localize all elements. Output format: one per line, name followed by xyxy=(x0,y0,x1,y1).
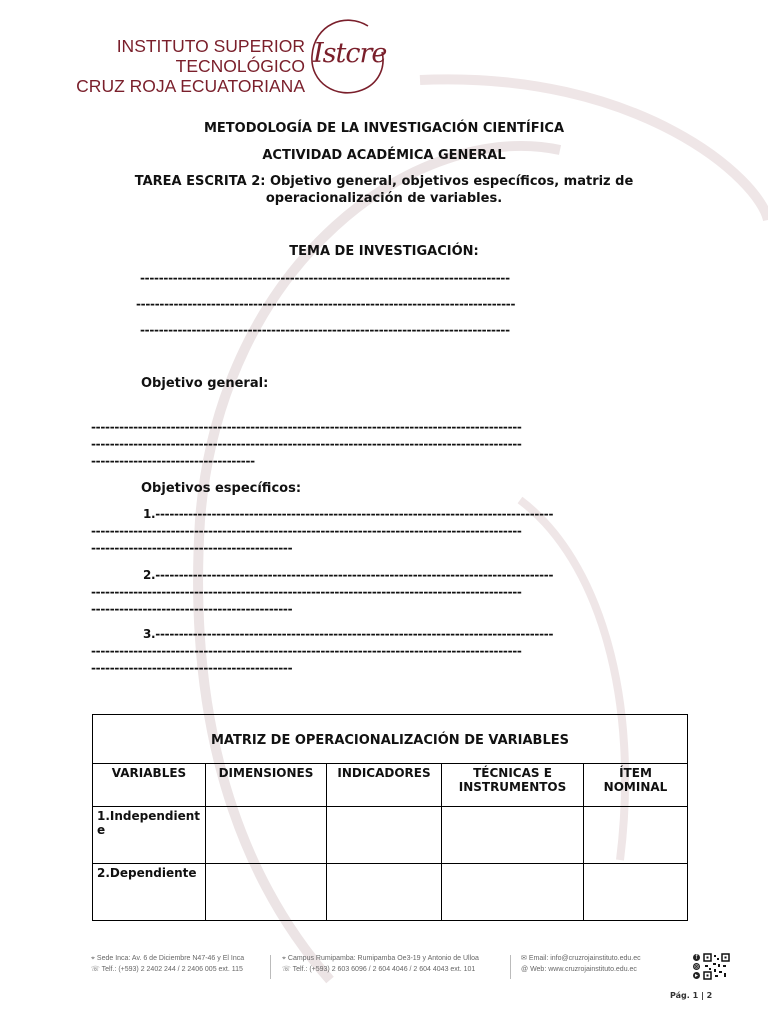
phone-icon: ☏ xyxy=(282,966,291,973)
topic-line: ------------------------------------------------------------------------------- xyxy=(140,323,510,337)
table-cell xyxy=(584,807,688,864)
specific-objective-line: ------------------------------------------- xyxy=(91,602,293,616)
institution-name-line1: INSTITUTO SUPERIOR TECNOLÓGICO xyxy=(116,36,305,76)
footer-divider xyxy=(510,955,511,979)
footer-email[interactable]: ✉ Email: info@cruzrojainstituto.edu.ec xyxy=(521,955,641,962)
matrix-title: MATRIZ DE OPERACIONALIZACIÓN DE VARIABLES xyxy=(93,715,688,764)
column-header: VARIABLES xyxy=(93,764,206,807)
table-cell xyxy=(327,864,442,921)
column-header: TÉCNICAS E INSTRUMENTOS xyxy=(442,764,584,807)
footer-campus xyxy=(282,953,479,975)
specific-objective-line: -------------------------------------------------------------------------------------------- xyxy=(91,585,522,599)
column-header: DIMENSIONES xyxy=(206,764,327,807)
task-title-line2: operacionalización de variables. xyxy=(265,191,503,206)
location-pin-icon: ⌖ xyxy=(91,955,95,962)
table-cell xyxy=(327,807,442,864)
table-cell: 1.Independiente xyxy=(93,807,206,864)
facebook-icon[interactable]: f xyxy=(693,954,700,961)
table-cell xyxy=(442,864,584,921)
mail-icon: ✉ xyxy=(521,955,527,962)
specific-objectives-label: Objetivos específicos: xyxy=(141,481,302,496)
specific-objective-line: 1.------------------------------------------------------------------------------------- xyxy=(143,507,554,521)
phone-icon: ☏ xyxy=(91,966,100,973)
instagram-icon[interactable]: ◎ xyxy=(693,963,700,970)
campus-address: ⌖ Campus Rumipamba: Rumipamba Oe3-19 y Antonio de Ulloa xyxy=(282,955,479,962)
subject-title: METODOLOGÍA DE LA INVESTIGACIÓN CIENTÍFICA xyxy=(203,121,565,136)
table-row xyxy=(93,864,688,921)
logo-script: Istcre xyxy=(313,38,387,69)
specific-objective-line: -------------------------------------------------------------------------------------------- xyxy=(91,644,522,658)
operationalization-matrix xyxy=(92,714,688,921)
topic-line: ------------------------------------------------------------------------------- xyxy=(140,271,510,285)
location-pin-icon: ⌖ xyxy=(282,955,286,962)
sede-phone: ☏ Telf.: (+593) 2 2402 244 / 2 2406 005 ext. 115 xyxy=(91,966,243,973)
at-icon: @ xyxy=(521,966,529,973)
specific-objective-line: 3.------------------------------------------------------------------------------------- xyxy=(143,627,554,641)
topic-label: TEMA DE INVESTIGACIÓN: xyxy=(289,244,479,259)
general-objective-line: -------------------------------------------------------------------------------------------- xyxy=(91,437,522,451)
institution-name xyxy=(37,36,305,96)
table-cell xyxy=(206,807,327,864)
general-objective-line: -------------------------------------------------------------------------------------------- xyxy=(91,420,522,434)
general-objective-label: Objetivo general: xyxy=(141,376,269,391)
column-header: INDICADORES xyxy=(327,764,442,807)
matrix-header-row xyxy=(93,764,688,807)
table-cell xyxy=(442,807,584,864)
column-header: ÍTEM NOMINAL xyxy=(584,764,688,807)
specific-objective-line: ------------------------------------------- xyxy=(91,661,293,675)
topic-line: --------------------------------------------------------------------------------- xyxy=(136,297,516,311)
table-row xyxy=(93,807,688,864)
table-cell: 2.Dependiente xyxy=(93,864,206,921)
general-objective-line: ----------------------------------- xyxy=(91,454,255,468)
table-cell xyxy=(206,864,327,921)
table-cell xyxy=(584,864,688,921)
specific-objective-line: 2.------------------------------------------------------------------------------------- xyxy=(143,568,554,582)
page-number: Pág. 1 | 2 xyxy=(670,991,713,1000)
footer-sede xyxy=(91,953,244,975)
footer-web[interactable]: @ Web: www.cruzrojainstituto.edu.ec xyxy=(521,966,637,973)
qr-code-icon xyxy=(703,953,730,980)
footer-contact xyxy=(521,953,641,975)
activity-title: ACTIVIDAD ACADÉMICA GENERAL xyxy=(262,148,506,163)
sede-address: ⌖ Sede Inca: Av. 6 de Diciembre N47-46 y El Inca xyxy=(91,955,245,962)
specific-objective-line: -------------------------------------------------------------------------------------------- xyxy=(91,524,522,538)
campus-phone: ☏ Telf.: (+593) 2 603 6096 / 2 604 4046 / 2 604 4043 ext. 101 xyxy=(282,966,476,973)
specific-objective-line: ------------------------------------------- xyxy=(91,541,293,555)
institution-name-line2: CRUZ ROJA ECUATORIANA xyxy=(76,76,305,96)
youtube-icon[interactable]: ▸ xyxy=(694,972,698,979)
task-title-line1: TAREA ESCRITA 2: Objetivo general, objetivos específicos, matriz de xyxy=(134,174,634,189)
footer-divider xyxy=(270,955,271,979)
